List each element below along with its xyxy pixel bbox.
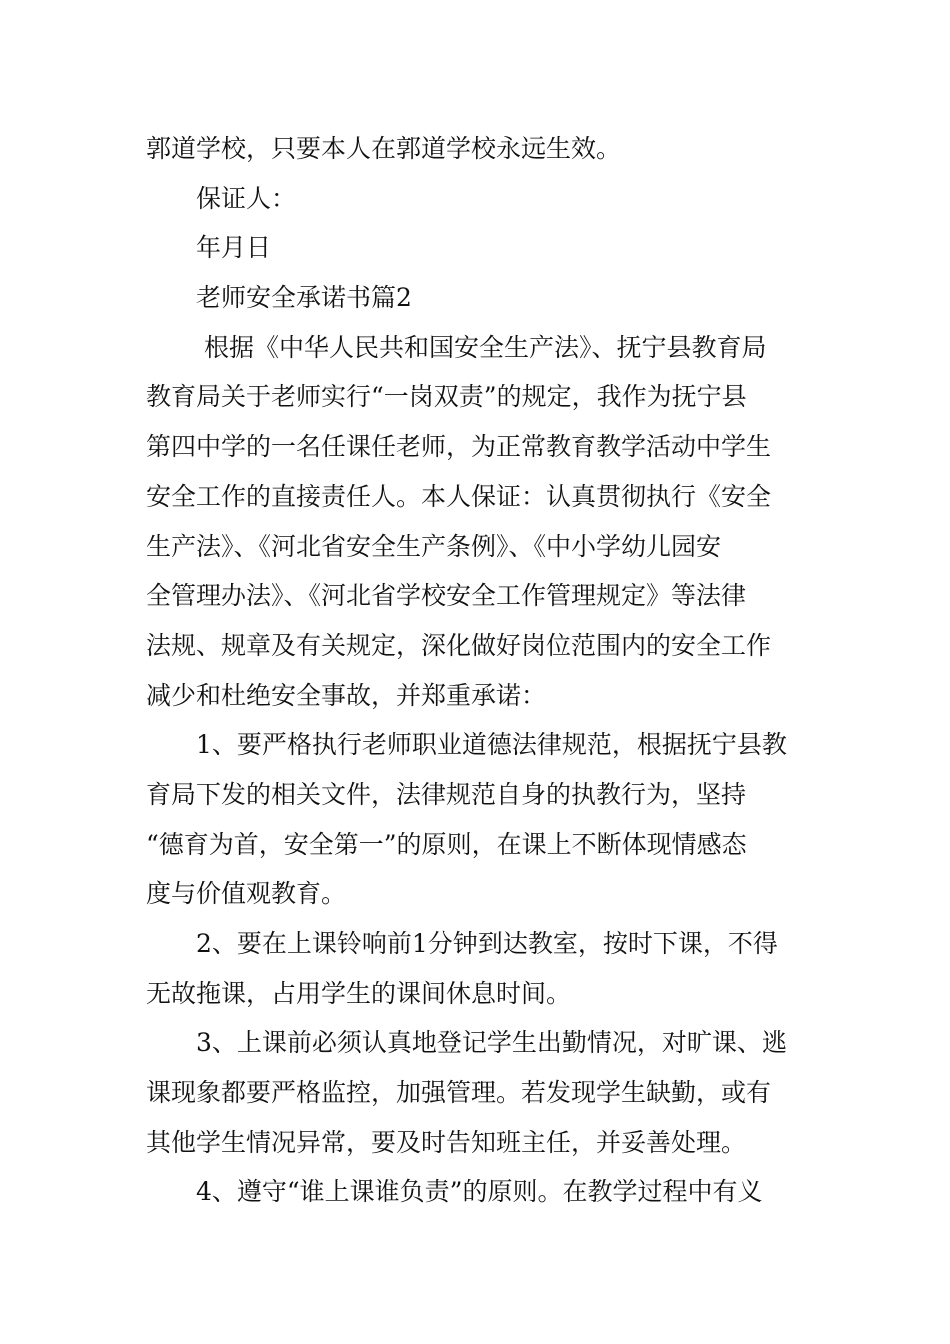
text-line: 郭道学校，只要本人在郭道学校永远生效。 [146, 134, 622, 163]
text-line: 第四中学的一名任课任老师，为正常教育教学活动中学生 [146, 432, 772, 462]
text-line: 育局下发的相关文件，法律规范自身的执教行为，坚持 [146, 779, 747, 809]
text-line: 无故拖课，占用学生的课间休息时间。 [146, 978, 572, 1008]
text-line: 减少和杜绝安全事故，并郑重承诺： [146, 680, 547, 710]
text-line: 根据《中华人民共和国安全生产法》、抚宁县教育局 [204, 332, 767, 362]
list-item-2: 2、要在上课铃响前1分钟到达教室，按时下课，不得 [196, 929, 778, 958]
section-heading: 老师安全承诺书篇2 [196, 283, 412, 313]
list-item-1: 1、要严格执行老师职业道德法律规范，根据抚宁县教 [196, 730, 787, 760]
text-line: 课现象都要严格监控，加强管理。若发现学生缺勤，或有 [146, 1078, 772, 1108]
text-line: 法规、规章及有关规定，深化做好岗位范围内的安全工作 [146, 630, 772, 660]
text-line: 生产法》、《河北省安全生产条例》、《中小学幼儿园安 [146, 531, 722, 561]
text-line: 安全工作的直接责任人。本人保证：认真贯彻执行《安全 [146, 481, 772, 511]
list-item-4: 4、遵守“谁上课谁负责”的原则。在教学过程中有义 [196, 1177, 763, 1207]
text-line: 全管理办法》、《河北省学校安全工作管理规定》等法律 [146, 581, 747, 611]
signatory-label: 保证人： [196, 183, 297, 213]
text-line: 度与价值观教育。 [146, 879, 347, 909]
text-line: 教育局关于老师实行“一岗双责”的规定，我作为抚宁县 [146, 382, 747, 412]
document-body [146, 124, 808, 1217]
text-line: “德育为首，安全第一”的原则，在课上不断体现情感态 [146, 829, 747, 859]
list-item-3: 3、上课前必须认真地登记学生出勤情况，对旷课、逃 [196, 1028, 787, 1058]
date-label: 年月日 [196, 233, 272, 263]
text-line: 其他学生情况异常，要及时告知班主任，并妥善处理。 [146, 1127, 747, 1157]
